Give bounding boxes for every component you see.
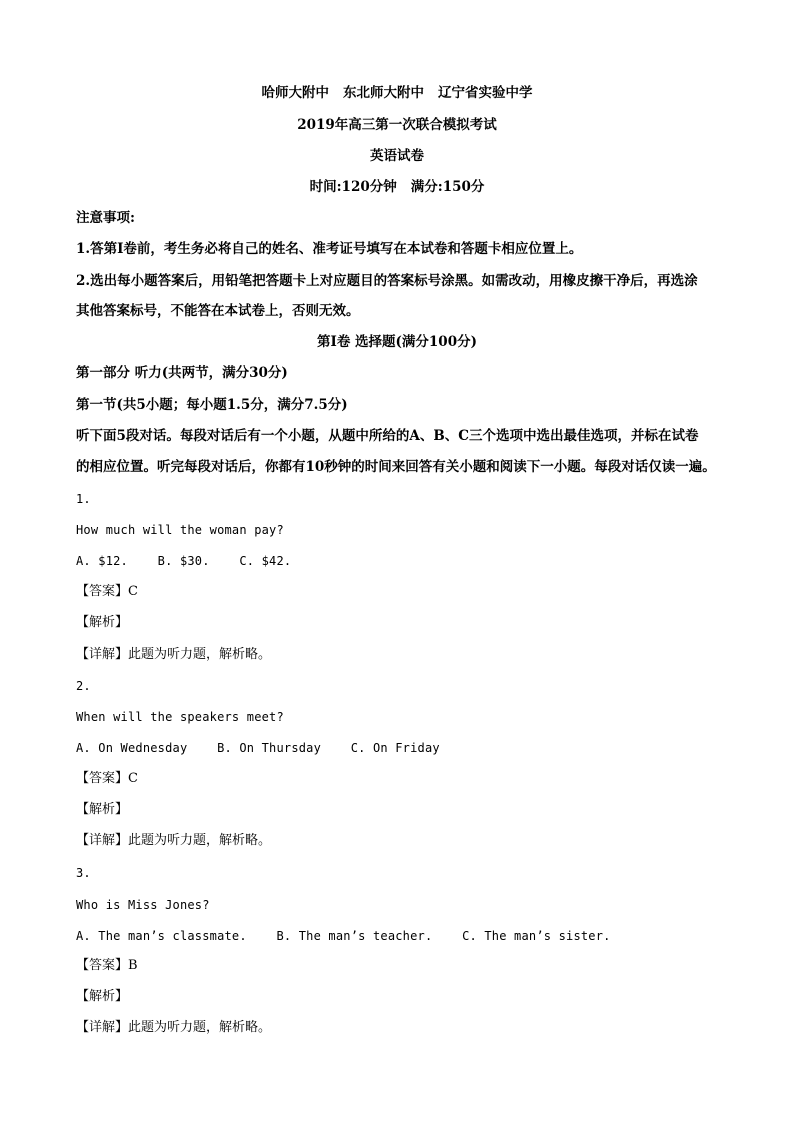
question-number: 2. <box>76 679 91 693</box>
question-options: A. On Wednesday B. On Thursday C. On Friday <box>76 741 440 755</box>
question-number: 3. <box>76 866 91 880</box>
detail-text: 【详解】此题为听力题，解析略。 <box>76 1020 272 1035</box>
notes-item-1: 1.答第Ⅰ卷前，考生务必将自己的姓名、准考证号填写在本试卷和答题卡相应位置上。 <box>76 241 583 257</box>
time-limit: 时间:120分钟 <box>309 179 397 195</box>
school-name-3: 辽宁省实验中学 <box>438 85 533 101</box>
notes-item-2-line-1: 2.选出每小题答案后，用铅笔把答题卡上对应题目的答案标号涂黑。如需改动，用橡皮擦干净后，再选涂 <box>76 273 698 289</box>
question-text: How much will the woman pay? <box>76 523 284 537</box>
instruction-line-2: 的相应位置。听完每段对话后，你都有10秒钟的时间来回答有关小题和阅读下一小题。每段对话仅读一遍。 <box>76 459 716 475</box>
full-score: 满分:150分 <box>410 179 485 195</box>
instruction-line-1: 听下面5段对话。每段对话后有一个小题，从题中所给的A、B、C三个选项中选出最佳选项，并标在试卷 <box>76 428 699 444</box>
school-name-1: 哈师大附中 <box>261 85 329 101</box>
subsection-title: 第一节(共5小题；每小题1.5分，满分7.5分) <box>76 397 348 413</box>
question-options: A. The man’s classmate. B. The man’s teacher. C. The man’s sister. <box>76 929 611 943</box>
question-number: 1. <box>76 492 91 506</box>
detail-text: 【详解】此题为听力题，解析略。 <box>76 833 272 848</box>
answer-label: 【答案】C <box>76 771 138 786</box>
notes-heading: 注意事项: <box>76 210 135 226</box>
exam-title: 2019年高三第一次联合模拟考试 <box>297 117 497 133</box>
detail-text: 【详解】此题为听力题，解析略。 <box>76 647 272 662</box>
question-text: Who is Miss Jones? <box>76 898 210 912</box>
school-names <box>0 84 794 102</box>
answer-label: 【答案】C <box>76 584 138 599</box>
analysis-label: 【解析】 <box>76 615 129 630</box>
school-name-2: 东北师大附中 <box>343 85 424 101</box>
time-and-score <box>0 178 794 196</box>
question-options: A. $12. B. $30. C. $42. <box>76 554 292 568</box>
part-title: 第一部分 听力(共两节，满分30分) <box>76 365 288 381</box>
question-text: When will the speakers meet? <box>76 710 284 724</box>
subject-title: 英语试卷 <box>370 148 424 164</box>
analysis-label: 【解析】 <box>76 989 129 1004</box>
answer-label: 【答案】B <box>76 958 138 973</box>
analysis-label: 【解析】 <box>76 802 129 817</box>
notes-item-2-line-2: 其他答案标号，不能答在本试卷上，否则无效。 <box>76 303 360 319</box>
volume-title: 第Ⅰ卷 选择题(满分100分) <box>317 334 477 350</box>
